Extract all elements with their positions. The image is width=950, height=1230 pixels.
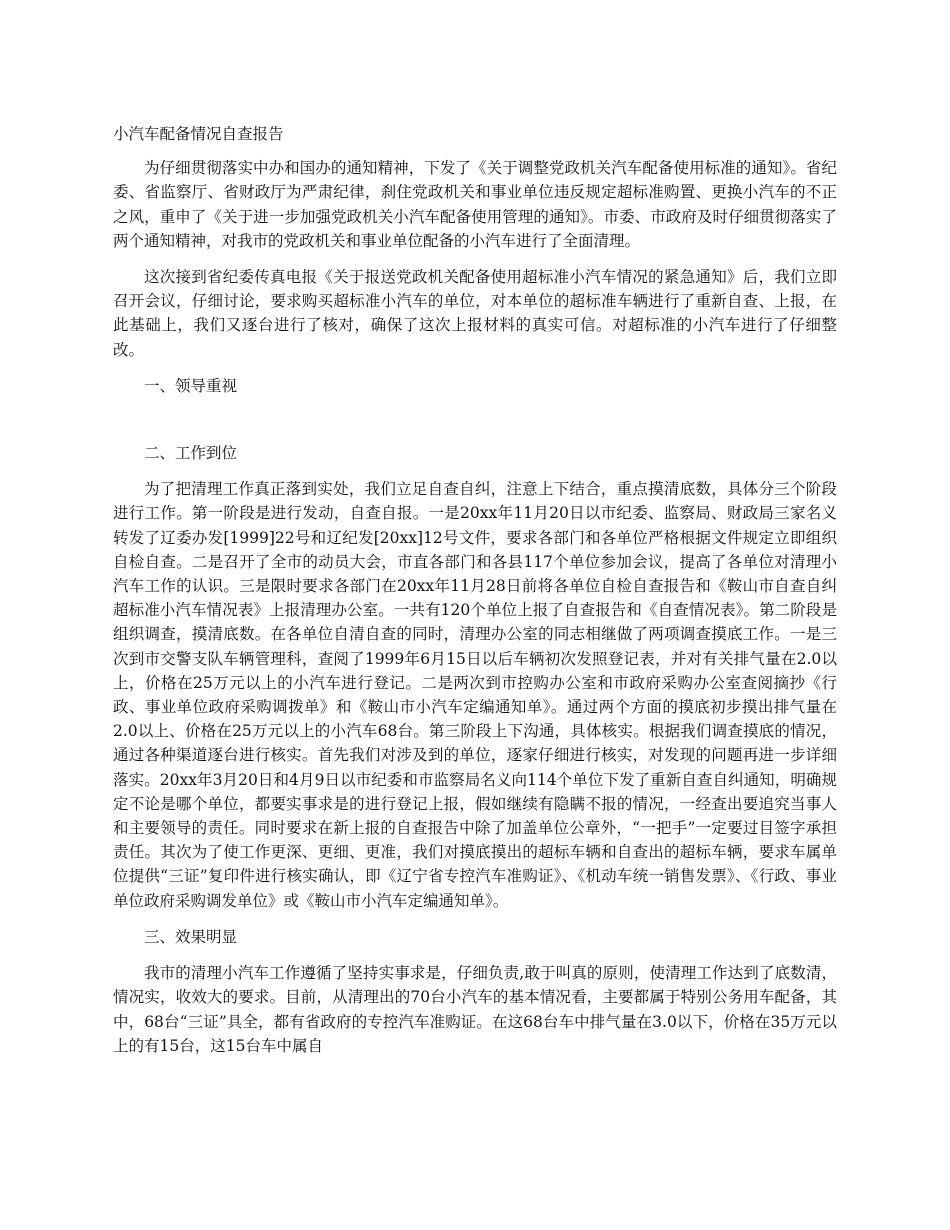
intro-paragraph-2: 这次接到省纪委传真电报《关于报送党政机关配备使用超标准小汽车情况的紧急通知》后，我们立即召开会议，仔细讨论，要求购买超标准小汽车的单位，对本单位的超标准车辆进行了重新自查、上报，在此基础上，我们又逐台进行了核对，确保了这次上报材料的真实可信。对超标准的小汽车进行了仔细整改。 <box>113 268 837 359</box>
document-title: 小汽车配备情况自查报告 <box>113 125 284 143</box>
section-results-body: 我市的清理小汽车工作遵循了坚持实事求是，仔细负责,敢于叫真的原则，使清理工作达到了底数清，情况实，收效大的要求。目前，从清理出的70台小汽车的基本情况看，主要都属于特别公务用车配备，其中，68台“三证”具全，都有省政府的专控汽车准购证。在这68台车中排气量在3.0以下，价格在35万元以上的有15台，这15台车中属自 <box>113 964 837 1055</box>
section-work-body: 为了把清理工作真正落到实处，我们立足自查自纠，注意上下结合，重点摸清底数，具体分三个阶段进行工作。第一阶段是进行发动，自查自报。一是20xx年11月20日以市纪委、监察局、财政局三家名义转发了辽委办发[1999]22号和辽纪发[20xx]12号文件，要求各部门和各单位严格根据文件规定立即组织自检自查。二是召开了全市的动员大会，市直各部门和各县117个单位参加会议，提高了各单位对清理小汽车工作的认识。三是限时要求各部门在20xx年11月28日前将各单位自检自查报告和《鞍山市自查自纠超标准小汽车情况表》上报清理办公室。一共有120个单位上报了自查报告和《自查情况表》。第二阶段是组织调查，摸清底数。在各单位自清自查的同时，清理办公室的同志相继做了两项调查摸底工作。一是三次到市交警支队车辆管理科，查阅了1999年6月15日以后车辆初次发照登记表，并对有关排气量在2.0以上，价格在25万元以上的小汽车进行登记。二是两次到市控购办公室和市政府采购办公室查阅摘抄《行政、事业单位政府采购调拨单》和《鞍山市小汽车定编通知单》。通过两个方面的摸底初步摸出排气量在2.0以上、价格在25万元以上的小汽车68台。第三阶段上下沟通，具体核实。根据我们调查摸底的情况，通过各种渠道逐台进行核实。首先我们对涉及到的单位，逐家仔细进行核实，对发现的问题再进一步详细落实。20xx年3月20日和4月9日以市纪委和市监察局名义向114个单位下发了重新自查自纠通知，明确规定不论是哪个单位，都要实事求是的进行登记上报，假如继续有隐瞒不报的情况，一经查出要追究当事人和主要领导的责任。同时要求在新上报的自查报告中除了加盖单位公章外，“一把手”一定要过目签字承担责任。其次为了使工作更深、更细、更准，我们对摸底摸出的超标车辆和自查出的超标车辆，要求车属单位提供“三证”复印件进行核实确认，即《辽宁省专控汽车准购证》、《机动车统一销售发票》、《行政、事业单位政府采购调发单位》或《鞍山市小汽车定编通知单》。 <box>113 480 837 910</box>
document-page <box>113 122 837 1070</box>
section-heading-leadership: 一、领导重视 <box>144 376 238 395</box>
section-heading-results: 三、效果明显 <box>144 927 238 946</box>
intro-paragraph-1: 为仔细贯彻落实中办和国办的通知精神，下发了《关于调整党政机关汽车配备使用标准的通知》。省纪委、省监察厅、省财政厅为严肃纪律，刹住党政机关和事业单位违反规定超标准购置、更换小汽车的不正之风，重申了《关于进一步加强党政机关小汽车配备使用管理的通知》。市委、市政府及时仔细贯彻落实了两个通知精神，对我市的党政机关和事业单位配备的小汽车进行了全面清理。 <box>113 159 837 250</box>
section-heading-work: 二、工作到位 <box>144 444 238 463</box>
